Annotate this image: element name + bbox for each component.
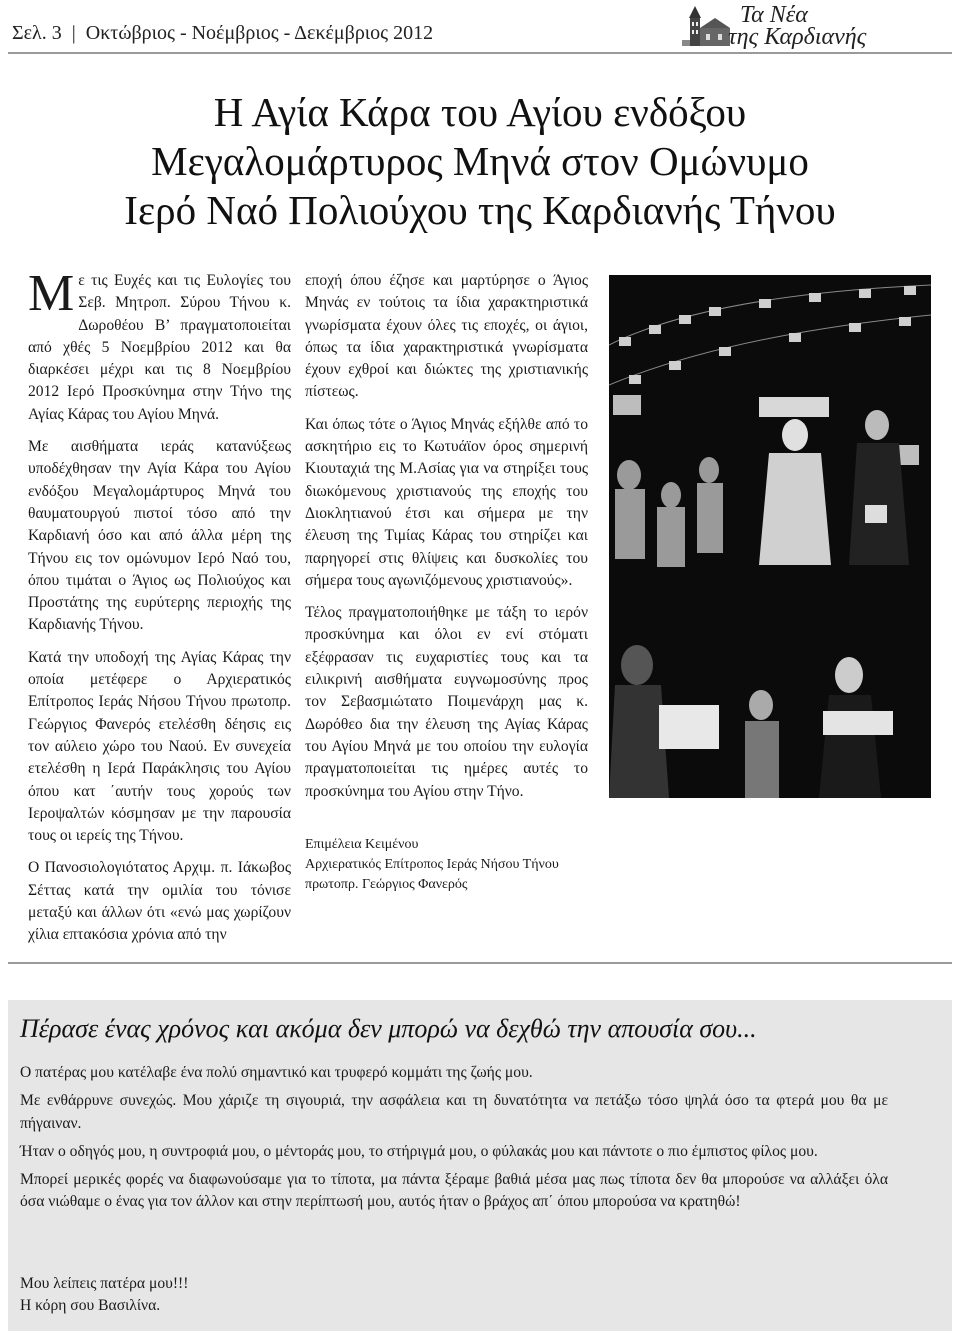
paragraph: Κατά την υποδοχή της Αγίας Κάρας την οποία μετέφερε ο Αρχιερατικός Επίτροπος Ιεράς Νήσου Τήνου πρωτοπρ. Γεώργιος Φανερός ετελέσθη δέησις εις τον αύλειο χώρο του Ναού. Εν συνεχεία ετελέσθη η Ιερά Παράκλησις του Αγίου όπου κατ ΄αυτήν τους χορούς των Ιεροψαλτών κόσμησαν με την παρουσία τους οι ιερείς της Τήνου.: [28, 648, 291, 845]
article-title: [20, 88, 940, 235]
title-line-3: Ιερό Ναό Πολιούχου της Καρδιανής Τήνου: [124, 187, 836, 233]
memorial-body: [20, 1062, 888, 1220]
closing-line: Μου λείπεις πατέρα μου!!!: [20, 1275, 189, 1292]
paragraph: εποχή όπου έζησε και μαρτύρησε ο Άγιος Μηνάς εν τούτοις τα ίδια χαρακτηριστικά γνωρίσματα έχουν όλες τις εποχές, οι άγιοι, όπως τα ίδια χαρακτηριστικά γνωρίσματα έχουν εχθροί και διώκτες της χριστιανικής πίστεως.: [305, 272, 588, 401]
paragraph: Ο Πανοσιολογιότατος Αρχιμ. π. Ιάκωβος Σέττας κατά την ομιλία του τόνισε μεταξύ και άλλων ότι «ενώ μας χωρίζουν χίλια επτακόσια χρόνια από την: [28, 859, 291, 944]
paragraph: Και όπως τότε ο Άγιος Μηνάς εξήλθε από το ασκητήριο εις το Κωτυάϊον όρος σημερινή Κιουταχιά της Μ.Ασίας για να στηρίξει τους διωκόμενους χριστιανούς της εποχής του Διοκλητιανού έτσι και σήμερα με την έλευση της Τιμίας Κάρας του στηρίζει και παρηγορεί στις θλίψεις και δυσκολίες του σήμερα τους αγωνιζόμενους χριστιανούς».: [305, 415, 588, 589]
paragraph-text: ε τις Ευχές και τις Ευλογίες του Σεβ. Μητροπ. Σύρου Τήνου κ. Δωροθέου Β’ πραγματοποιείται από χθές 5 Νοεμβρίου 2012 και θα διαρκέσει μέχρι και τις 8 Νοεμβρίου 2012 Ιερό Προσκύνημα στην Τήνο της Αγίας Κάρας του Αγίου Μηνά.: [28, 272, 291, 423]
church-logo: [680, 2, 732, 46]
ceremony-photo: [609, 275, 931, 798]
title-line-1: Η Αγία Κάρα του Αγίου ενδόξου: [213, 89, 747, 135]
article-column-2: [305, 270, 588, 813]
signature-line: Αρχιερατικός Επίτροπος Ιεράς Νήσου Τήνου: [305, 857, 559, 872]
section-divider: [8, 962, 952, 964]
brand-line1: Τα Νέα: [740, 2, 808, 28]
title-line-2: Μεγαλομάρτυρος Μηνά στον Ομώνυμο: [151, 138, 809, 184]
paragraph: [28, 265, 291, 426]
brand-line2: της Καρδιανής: [728, 24, 867, 50]
memorial-paragraph: Ο πατέρας μου κατέλαβε ένα πολύ σημαντικό και τρυφερό κομμάτι της ζωής μου.: [20, 1064, 533, 1081]
header-separator: |: [71, 22, 76, 44]
memorial-closing: [20, 1273, 188, 1317]
issue-date: Οκτώβριος - Νοέμβριος - Δεκέμβριος 2012: [85, 22, 434, 44]
page-number: Σελ. 3: [12, 22, 62, 44]
header-divider: [8, 52, 952, 54]
signature-line: πρωτοπρ. Γεώργιος Φανερός: [305, 877, 468, 892]
article-column-1: [28, 265, 291, 957]
memorial-title: Πέρασε ένας χρόνος και ακόμα δεν μπορώ να δεχθώ την απουσία σου...: [20, 1014, 757, 1043]
signature-line: Επιμέλεια Κειμένου: [305, 837, 419, 852]
memorial-paragraph: Μπορεί μερικές φορές να διαφωνούσαμε για το τίποτα, μα πάντα ξέραμε βαθιά μέσα μας πως τίποτα δεν θα μπορούσε να αλλάξει όλα όσα νιώθαμε ο ένας για τον άλλον και στην περίπτωσή μου, αυτός ήταν ο βράχος απ΄ όπου μπορούσα να κρατηθώ!: [20, 1171, 888, 1211]
closing-signature: Η κόρη σου Βασιλίνα.: [20, 1297, 161, 1314]
brand-title: [728, 4, 888, 48]
page-header: [12, 22, 433, 45]
memorial-paragraph: Ήταν ο οδηγός μου, η συντροφιά μου, ο μέντοράς μου, το στήριγμά μου, ο φύλακάς μου και πάντοτε ο πιο έμπιστος φίλος μου.: [20, 1142, 818, 1160]
paragraph: Τέλος πραγματοποιήθηκε με τάξη το ιερόν προσκύνημα και όλοι εν ενί στόματι εξέφρασαν τις ευχαριστίες τους και τα ειλικρινή αισθήματα ευγνωμοσύνης προς τον Σεβασμιώτατο Ποιμενάρχη μας κ. Δωρόθεο δια την έλευση της Αγίας Κάρας του Αγίου Μηνά με του οποίου την ευλογία πραγματοποιείται τις ημέρες αυτές το προσκύνημα του Αγίου στην Τήνο.: [305, 604, 588, 800]
drop-cap: Μ: [28, 265, 75, 322]
memorial-box: [8, 1000, 952, 1331]
paragraph: Με αισθήματα ιεράς κατανύξεως υποδέχθησαν την Αγία Κάρα του Αγίου ενδόξου Μεγαλομάρτυρος Μηνά του θαυματουργού πιστοί τόσο από την Καρδιανή όσο και από άλλα μέρη της Τήνου εις τον ομώνυμον Ιερό Ναό του, όπου τιμάται ο Άγιος ως Πολιούχος και Προστάτης της ευρύτερης περιοχής της Καρδιανής Τήνου.: [28, 438, 291, 634]
signature-block: [305, 835, 605, 895]
memorial-paragraph: Με ενθάρρυνε συνεχώς. Μου χάριζε τη σιγουριά, την ασφάλεια και τη δυνατότητα να πετάξω τόσο ψηλά όσο τα φτερά μου θα με πήγαιναν.: [20, 1092, 888, 1132]
